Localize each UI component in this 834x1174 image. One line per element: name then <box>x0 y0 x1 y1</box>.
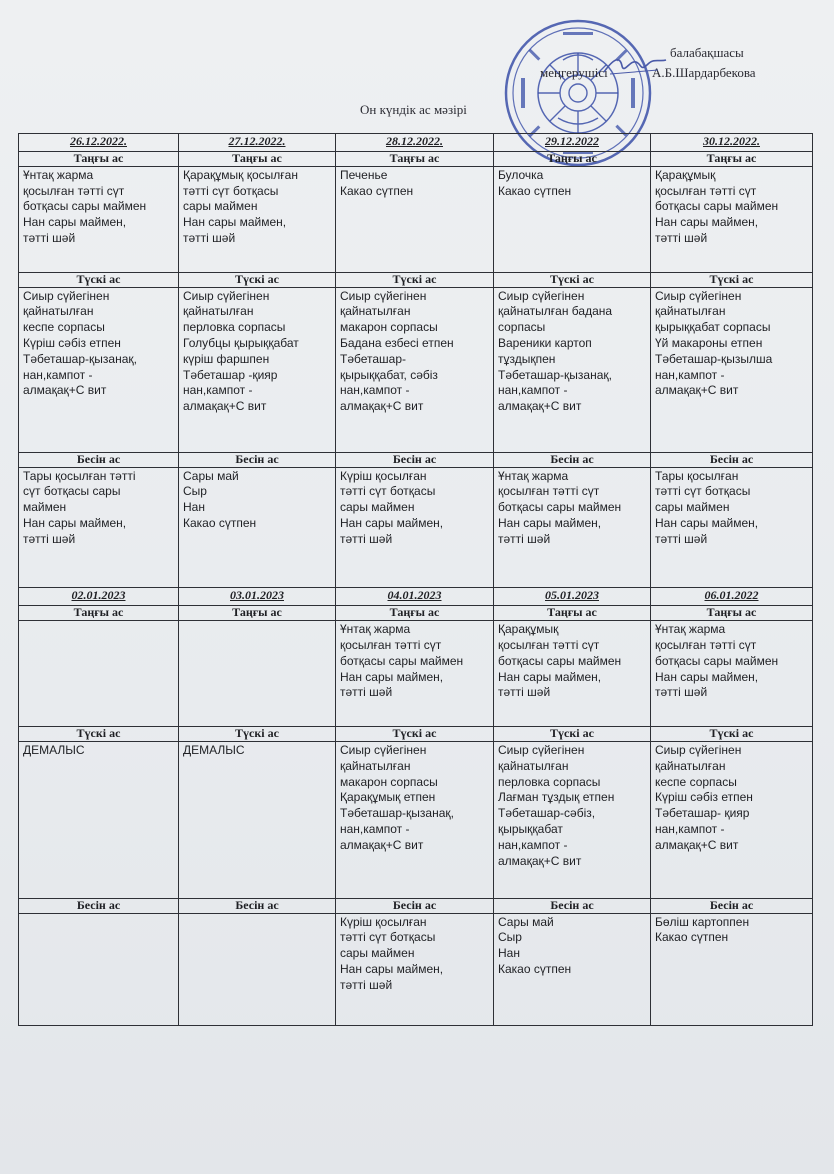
dish-line: сорпасы <box>498 320 546 335</box>
meal-header-cell: Бесін ас <box>19 452 179 467</box>
menu-cell <box>19 287 179 452</box>
meal-header-cell: Бесін ас <box>19 898 179 913</box>
meal-content-row <box>19 467 813 588</box>
meal-header-cell: Бесін ас <box>336 898 494 913</box>
meal-header-cell: Түскі ас <box>494 727 651 742</box>
dish-line: нан,кампот - <box>498 837 568 852</box>
dish-line: Ұнтақ жарма <box>498 468 569 483</box>
dish-line: Нан сары маймен, <box>498 516 602 531</box>
date-cell: 30.12.2022. <box>651 134 813 152</box>
dish-line: сары маймен <box>655 500 730 515</box>
dish-line: алмақақ+С вит <box>655 383 739 398</box>
dish-line: қосылған тәтті сүт <box>498 638 600 653</box>
meal-content-row <box>19 742 813 899</box>
dish-line: Нан сары маймен, <box>23 516 127 531</box>
menu-cell <box>651 287 813 452</box>
meal-header-cell: Таңғы ас <box>494 606 651 621</box>
dish-line: тәтті шәй <box>340 977 393 992</box>
menu-cell <box>494 467 651 588</box>
dish-line: Голубцы қырыққабат <box>183 335 299 350</box>
dish-line: тәтті сүт ботқасы <box>340 484 436 499</box>
dish-line: алмақақ+С вит <box>23 383 107 398</box>
dish-line: Какао сүтпен <box>655 930 729 945</box>
meal-header-cell: Бесін ас <box>336 452 494 467</box>
menu-cell <box>179 467 336 588</box>
dish-line: Күріш сәбіз етпен <box>655 790 753 805</box>
date-cell: 02.01.2023 <box>19 588 179 606</box>
menu-cell <box>179 166 336 272</box>
dish-line: тәтті шәй <box>340 685 393 700</box>
meal-header-row <box>19 606 813 621</box>
dish-line: ДЕМАЛЫС <box>23 743 85 758</box>
dish-line: қосылған тәтті сүт <box>655 638 757 653</box>
dish-line: Сары май <box>183 468 239 483</box>
page-title: Он күндік ас мәзірі <box>360 102 467 117</box>
dish-line: Ұнтақ жарма <box>655 622 726 637</box>
meal-header-row <box>19 272 813 287</box>
meal-content-row <box>19 621 813 727</box>
dish-line: тәтті шәй <box>23 231 76 246</box>
dish-line: Тәбеташар -қияр <box>183 367 278 382</box>
meal-header-cell: Түскі ас <box>19 727 179 742</box>
menu-cell <box>494 621 651 727</box>
meal-header-cell: Түскі ас <box>179 272 336 287</box>
dish-line: Күріш қосылған <box>340 468 427 483</box>
dish-line: тәтті шәй <box>183 231 236 246</box>
meal-header-cell: Бесін ас <box>651 898 813 913</box>
dish-line: Қарақұмық етпен <box>340 790 436 805</box>
dish-line: алмақақ+С вит <box>340 837 424 852</box>
date-cell: 03.01.2023 <box>179 588 336 606</box>
meal-content-row <box>19 287 813 452</box>
meal-header-cell: Түскі ас <box>336 272 494 287</box>
menu-cell <box>651 467 813 588</box>
meal-header-cell: Таңғы ас <box>19 152 179 167</box>
dish-line: Сиыр сүйегінен <box>340 743 427 758</box>
dish-line: ботқасы сары маймен <box>23 199 147 214</box>
meal-header-cell: Таңғы ас <box>494 152 651 167</box>
dish-line: Нан сары маймен, <box>498 669 602 684</box>
dish-line: Ұнтақ жарма <box>23 167 94 182</box>
menu-cell <box>494 742 651 899</box>
dish-line: нан,кампот - <box>340 822 410 837</box>
dish-line: Какао сүтпен <box>183 516 257 531</box>
signature-icon <box>600 52 670 78</box>
dish-line: Какао сүтпен <box>340 183 414 198</box>
dish-line: Сиыр сүйегінен <box>655 743 742 758</box>
dish-line: Тәбеташар- <box>340 351 407 366</box>
date-cell: 27.12.2022. <box>179 134 336 152</box>
menu-cell <box>179 913 336 1025</box>
meal-content-row <box>19 166 813 272</box>
dish-line: перловка сорпасы <box>498 774 601 789</box>
dish-line: Сиыр сүйегінен <box>23 288 110 303</box>
dish-line: Сиыр сүйегінен <box>498 288 585 303</box>
dish-line: Күріш сәбіз етпен <box>23 335 121 350</box>
dish-line: нан,кампот - <box>655 822 725 837</box>
dish-line: Күріш қосылған <box>340 914 427 929</box>
dish-line: Бадана езбесі етпен <box>340 335 454 350</box>
dish-line: тәтті сүт ботқасы <box>655 484 751 499</box>
menu-cell <box>179 287 336 452</box>
dish-line: күріш фаршпен <box>183 351 270 366</box>
dish-line: Тары қосылған тәтті <box>23 468 136 483</box>
dish-line: Нан сары маймен, <box>340 669 444 684</box>
dish-line: Сыр <box>183 484 207 499</box>
meal-header-cell: Бесін ас <box>179 898 336 913</box>
dish-line: алмақақ+С вит <box>655 837 739 852</box>
dish-line: Вареники картоп <box>498 335 592 350</box>
dish-line: қайнатылған <box>23 304 94 319</box>
menu-cell <box>336 742 494 899</box>
dish-line: Нан сары маймен, <box>655 516 759 531</box>
dish-line: макарон сорпасы <box>340 774 438 789</box>
menu-cell <box>179 742 336 899</box>
dish-line: нан,кампот - <box>498 383 568 398</box>
dish-line: Ұнтақ жарма <box>340 622 411 637</box>
dish-line: Тәбеташар-қызылша <box>655 351 773 366</box>
dish-line: сары маймен <box>340 946 415 961</box>
date-cell: 26.12.2022. <box>19 134 179 152</box>
dish-line: маймен <box>23 500 67 515</box>
dish-line: Бөліш картоппен <box>655 914 750 929</box>
dish-line: Нан <box>498 946 520 961</box>
menu-cell <box>336 621 494 727</box>
dish-line: тәтті шәй <box>498 531 551 546</box>
meal-header-cell: Таңғы ас <box>336 606 494 621</box>
date-cell: 29.12.2022 <box>494 134 651 152</box>
meal-header-cell: Түскі ас <box>494 272 651 287</box>
dish-line: қосылған тәтті сүт <box>23 183 125 198</box>
dish-line: Нан сары маймен, <box>340 962 444 977</box>
date-cell: 04.01.2023 <box>336 588 494 606</box>
dish-line: қайнатылған <box>655 304 726 319</box>
dish-line: қайнатылған <box>498 758 569 773</box>
meal-header-cell: Түскі ас <box>336 727 494 742</box>
dish-line: Тары қосылған <box>655 468 739 483</box>
dish-line: Нан сары маймен, <box>655 215 759 230</box>
dish-line: қайнатылған <box>340 304 411 319</box>
dish-line: қырыққабат сорпасы <box>655 320 771 335</box>
dish-line: ботқасы сары маймен <box>655 653 779 668</box>
meal-header-cell: Таңғы ас <box>651 606 813 621</box>
meal-header-row <box>19 152 813 167</box>
meal-header-cell: Бесін ас <box>494 898 651 913</box>
dish-line: қосылған тәтті сүт <box>340 638 442 653</box>
dish-line: макарон сорпасы <box>340 320 438 335</box>
dish-line: Булочка <box>498 167 544 182</box>
dish-line: Тәбеташар-қызанақ, <box>340 806 454 821</box>
menu-cell <box>179 621 336 727</box>
dish-line: Сары май <box>498 914 554 929</box>
meal-header-cell: Түскі ас <box>19 272 179 287</box>
dish-line: Нан сары маймен, <box>340 516 444 531</box>
approval-name: А.Б.Шардарбекова <box>652 65 756 80</box>
dish-line: Нан сары маймен, <box>655 669 759 684</box>
dish-line: Тәбеташар-қызанақ, <box>23 351 137 366</box>
approval-line-1: балабақшасы <box>670 45 744 60</box>
menu-cell <box>336 166 494 272</box>
menu-cell <box>336 913 494 1025</box>
date-cell: 28.12.2022. <box>336 134 494 152</box>
menu-cell <box>494 913 651 1025</box>
meal-header-cell: Таңғы ас <box>336 152 494 167</box>
dish-line: тәтті сүт ботқасы <box>183 183 279 198</box>
approval-position: меңгерушісі <box>540 65 608 80</box>
dish-line: ботқасы сары маймен <box>340 653 464 668</box>
dish-line: қосылған тәтті сүт <box>655 183 757 198</box>
meal-header-cell: Бесін ас <box>179 452 336 467</box>
dish-line: алмақақ+С вит <box>183 399 267 414</box>
dish-line: Қарақұмық <box>655 167 716 182</box>
meal-header-row <box>19 452 813 467</box>
dish-line: Үй макароны етпен <box>655 335 763 350</box>
dish-line: Лағман тұздық етпен <box>498 790 615 805</box>
dish-line: Сыр <box>498 930 522 945</box>
dish-line: тәтті шәй <box>655 231 708 246</box>
menu-cell <box>494 287 651 452</box>
dish-line: қайнатылған <box>340 758 411 773</box>
menu-cell <box>336 287 494 452</box>
dish-line: тәтті сүт ботқасы <box>340 930 436 945</box>
dish-line: қырыққабат, сәбіз <box>340 367 438 382</box>
menu-cell <box>494 166 651 272</box>
meal-header-cell: Түскі ас <box>651 272 813 287</box>
dish-line: перловка сорпасы <box>183 320 286 335</box>
dish-line: алмақақ+С вит <box>340 399 424 414</box>
dish-line: тәтті шәй <box>655 531 708 546</box>
meal-header-row <box>19 727 813 742</box>
menu-cell <box>19 913 179 1025</box>
dish-line: нан,кампот - <box>183 383 253 398</box>
menu-cell <box>651 742 813 899</box>
dish-line: алмақақ+С вит <box>498 399 582 414</box>
dish-line: тәтті шәй <box>340 531 393 546</box>
dish-line: Тәбеташар-қызанақ, <box>498 367 612 382</box>
dish-line: тәтті шәй <box>498 685 551 700</box>
dish-line: нан,кампот - <box>23 367 93 382</box>
date-row <box>19 134 813 152</box>
menu-cell <box>651 913 813 1025</box>
menu-table <box>18 133 813 1026</box>
dish-line: нан,кампот - <box>340 383 410 398</box>
dish-line: сүт ботқасы сары <box>23 484 121 499</box>
meal-header-cell: Таңғы ас <box>651 152 813 167</box>
dish-line: Қарақұмық <box>498 622 559 637</box>
meal-header-cell: Түскі ас <box>179 727 336 742</box>
dish-line: Сиыр сүйегінен <box>498 743 585 758</box>
dish-line: тұздықпен <box>498 351 556 366</box>
menu-cell <box>336 467 494 588</box>
dish-line: ботқасы сары маймен <box>498 653 622 668</box>
dish-line: алмақақ+С вит <box>498 853 582 868</box>
dish-line: Нан сары маймен, <box>23 215 127 230</box>
dish-line: сары маймен <box>340 500 415 515</box>
dish-line: сары маймен <box>183 199 258 214</box>
meal-header-cell: Таңғы ас <box>179 152 336 167</box>
dish-line: Какао сүтпен <box>498 183 572 198</box>
date-cell: 06.01.2022 <box>651 588 813 606</box>
menu-cell <box>651 621 813 727</box>
date-row <box>19 588 813 606</box>
dish-line: Нан <box>183 500 205 515</box>
meal-header-cell: Бесін ас <box>651 452 813 467</box>
dish-line: тәтті шәй <box>23 531 76 546</box>
dish-line: Сиыр сүйегінен <box>340 288 427 303</box>
dish-line: тәтті шәй <box>655 685 708 700</box>
dish-line: ДЕМАЛЫС <box>183 743 245 758</box>
dish-line: қайнатылған <box>655 758 726 773</box>
meal-header-cell: Таңғы ас <box>19 606 179 621</box>
menu-cell <box>651 166 813 272</box>
dish-line: Тәбеташар-сәбіз, <box>498 806 596 821</box>
dish-line: қосылған тәтті сүт <box>498 484 600 499</box>
menu-cell <box>19 621 179 727</box>
meal-header-cell: Түскі ас <box>651 727 813 742</box>
dish-line: қайнатылған бадана <box>498 304 613 319</box>
date-cell: 05.01.2023 <box>494 588 651 606</box>
dish-line: Сиыр сүйегінен <box>183 288 270 303</box>
menu-cell <box>19 166 179 272</box>
dish-line: Печенье <box>340 167 388 182</box>
approval-line-2 <box>540 64 756 81</box>
dish-line: кеспе сорпасы <box>655 774 737 789</box>
menu-cell <box>19 742 179 899</box>
dish-line: ботқасы сары маймен <box>498 500 622 515</box>
dish-line: нан,кампот - <box>655 367 725 382</box>
menu-cell <box>19 467 179 588</box>
meal-header-cell: Таңғы ас <box>179 606 336 621</box>
dish-line: Какао сүтпен <box>498 962 572 977</box>
dish-line: Сиыр сүйегінен <box>655 288 742 303</box>
dish-line: қырыққабат <box>498 822 563 837</box>
dish-line: Тәбеташар- қияр <box>655 806 750 821</box>
meal-header-row <box>19 898 813 913</box>
dish-line: кеспе сорпасы <box>23 320 105 335</box>
dish-line: ботқасы сары маймен <box>655 199 779 214</box>
meal-header-cell: Бесін ас <box>494 452 651 467</box>
meal-content-row <box>19 913 813 1025</box>
dish-line: Қарақұмық қосылған <box>183 167 298 182</box>
dish-line: Нан сары маймен, <box>183 215 287 230</box>
dish-line: қайнатылған <box>183 304 254 319</box>
